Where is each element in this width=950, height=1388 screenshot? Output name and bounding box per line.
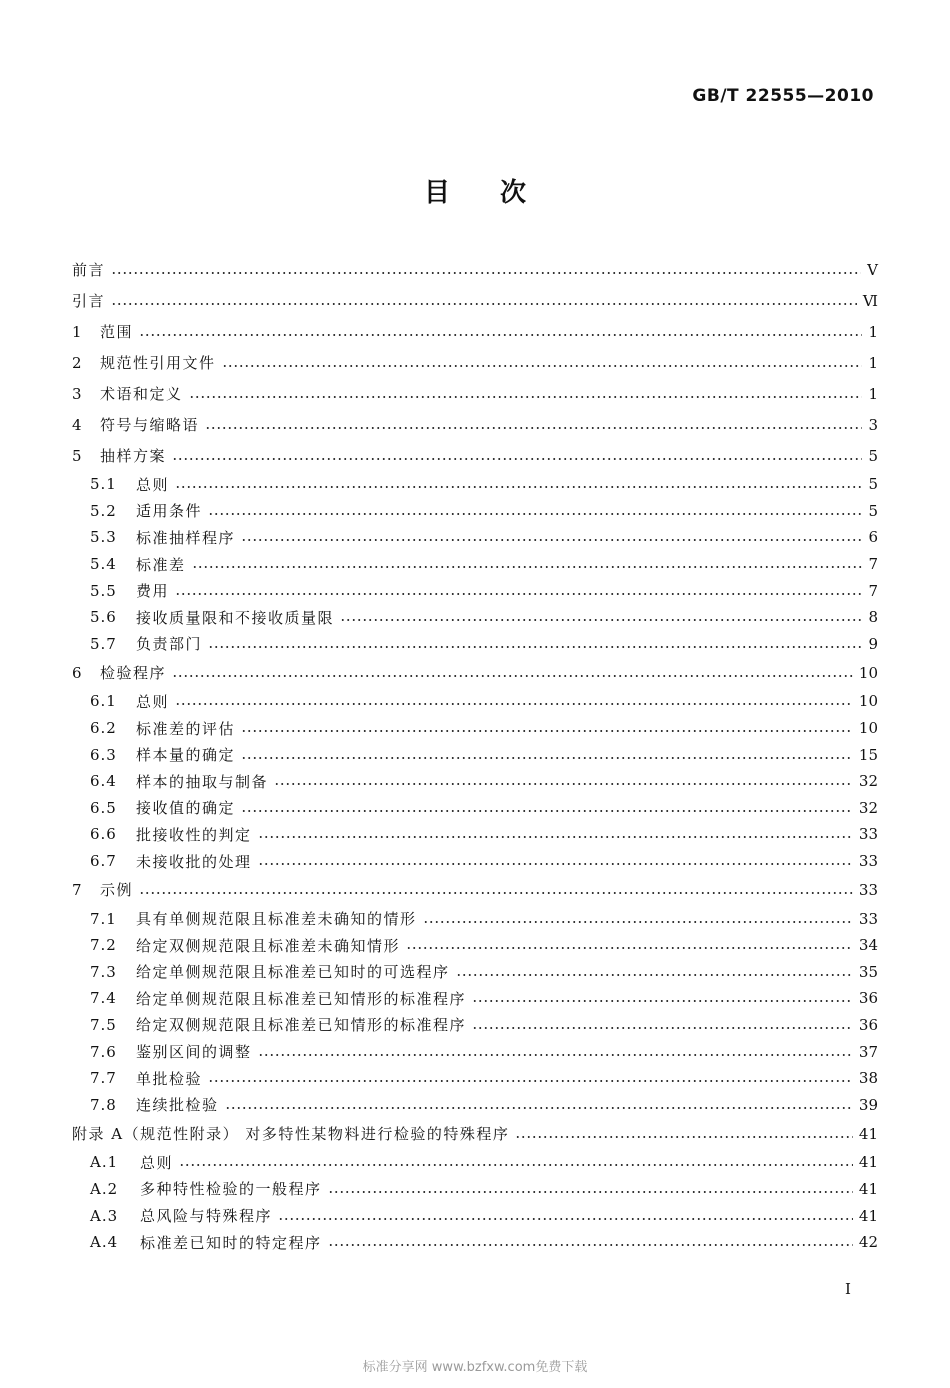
toc-entry-page: Ⅴ (867, 260, 878, 279)
toc-entry-number: 6.1 (90, 692, 117, 711)
toc-entry[interactable] (72, 657, 878, 688)
toc-entry-page: 5 (868, 446, 878, 465)
toc-entry-label: 标准差的评估 (136, 719, 236, 738)
toc-entry[interactable] (72, 959, 878, 986)
toc-entry-page: 41 (858, 1124, 878, 1143)
toc-entry-number: 7.8 (90, 1095, 117, 1114)
table-of-contents (72, 254, 878, 1255)
dot-leader (472, 999, 853, 1003)
toc-entry[interactable] (72, 715, 878, 742)
toc-entry-label: 前言 (72, 261, 106, 279)
dot-leader (208, 645, 862, 649)
toc-entry-page: 39 (858, 1095, 878, 1114)
toc-entry-label: 总风险与特殊程序 (140, 1207, 273, 1226)
toc-entry-page: 38 (858, 1069, 878, 1088)
dot-leader (258, 862, 853, 866)
toc-entry-number: 6.5 (90, 798, 117, 817)
toc-entry-page: 42 (858, 1233, 878, 1252)
document-code: GB/T 22555—2010 (692, 86, 874, 106)
toc-entry-number: 7.4 (90, 989, 117, 1008)
toc-entry[interactable] (72, 1091, 878, 1118)
toc-entry-page: 41 (858, 1179, 878, 1198)
toc-entry-page: 32 (858, 772, 878, 791)
toc-entry-page: 41 (858, 1206, 878, 1225)
toc-entry-page: 6 (868, 528, 878, 547)
dot-leader (189, 395, 862, 399)
toc-entry-number: 5.4 (90, 555, 117, 574)
toc-entry[interactable] (72, 688, 878, 715)
toc-entry-page: 10 (858, 719, 878, 738)
dot-leader (225, 1106, 853, 1110)
toc-entry-page: 10 (858, 663, 878, 682)
toc-entry[interactable] (72, 316, 878, 347)
toc-entry[interactable] (72, 1202, 878, 1229)
dot-leader (274, 782, 853, 786)
dot-leader (406, 946, 853, 950)
dot-leader (328, 1190, 853, 1194)
toc-entry-number: 5.5 (90, 581, 117, 600)
toc-entry[interactable] (72, 1012, 878, 1039)
dot-leader (241, 538, 862, 542)
toc-entry[interactable] (72, 631, 878, 658)
toc-entry[interactable] (72, 1149, 878, 1176)
toc-entry-page: 41 (858, 1153, 878, 1172)
toc-entry-number: 6.2 (90, 719, 117, 738)
toc-entry-label: 连续批检验 (136, 1096, 219, 1115)
toc-entry-page: 5 (868, 475, 878, 494)
toc-entry-label: 引言 (72, 292, 106, 310)
watermark: 标准分享网 www.bzfxw.com免费下载 (362, 1360, 588, 1375)
toc-entry-label: 适用条件 (136, 502, 203, 521)
toc-entry-label: 批接收性的判定 (136, 825, 252, 844)
toc-entry-number: 3 (72, 384, 82, 403)
toc-entry-number: 5.3 (90, 528, 117, 547)
toc-entry[interactable] (72, 347, 878, 378)
toc-entry-label: 给定双侧规范限且标准差已知情形的标准程序 (136, 1016, 467, 1035)
toc-entry-number: 6.7 (90, 852, 117, 871)
toc-entry-label: 规范性引用文件 (100, 354, 216, 372)
dot-leader (172, 674, 853, 678)
toc-entry-page: 34 (858, 936, 878, 955)
toc-entry[interactable] (72, 378, 878, 409)
toc-entry-label: 总则 (140, 1153, 174, 1172)
toc-entry-number: 5.6 (90, 608, 117, 627)
dot-leader (175, 485, 862, 489)
toc-entry-label: 标准抽样程序 (136, 528, 236, 547)
toc-entry-page: 36 (858, 989, 878, 1008)
toc-entry-number: 6.6 (90, 825, 117, 844)
toc-entry-label: 符号与缩略语 (100, 416, 200, 434)
dot-leader (175, 702, 853, 706)
toc-entry-number: 4 (72, 415, 82, 434)
toc-entry-number: 7.7 (90, 1069, 117, 1088)
dot-leader (208, 1079, 853, 1083)
toc-entry[interactable] (72, 604, 878, 631)
toc-entry-page: 10 (858, 692, 878, 711)
toc-entry-label: 负责部门 (136, 635, 203, 654)
toc-entry-label: 检验程序 (100, 664, 167, 683)
toc-entry[interactable] (72, 285, 878, 316)
toc-entry-number: 6 (72, 663, 82, 682)
toc-entry-page: 37 (858, 1042, 878, 1061)
toc-entry-number: 6.3 (90, 745, 117, 764)
toc-entry-page: 33 (858, 825, 878, 844)
dot-leader (111, 271, 861, 275)
toc-entry-label: 接收质量限和不接收质量限 (136, 608, 335, 627)
toc-entry-number: 6.4 (90, 772, 117, 791)
toc-entry[interactable] (72, 524, 878, 551)
toc-entry-number: 7 (72, 880, 82, 899)
dot-leader (241, 809, 853, 813)
toc-entry-label: 鉴别区间的调整 (136, 1043, 252, 1062)
dot-leader (423, 920, 853, 924)
toc-entry[interactable] (72, 985, 878, 1012)
toc-entry-label: 术语和定义 (100, 385, 183, 403)
toc-entry[interactable] (72, 768, 878, 795)
dot-leader (179, 1163, 853, 1167)
toc-entry-number: 7.6 (90, 1042, 117, 1061)
toc-entry[interactable] (72, 551, 878, 578)
toc-entry-page: 7 (868, 555, 878, 574)
toc-entry-page: 33 (858, 909, 878, 928)
toc-entry[interactable] (72, 741, 878, 768)
toc-entry-label: 单批检验 (136, 1069, 203, 1088)
dot-leader (472, 1026, 853, 1030)
toc-entry-page: 1 (868, 384, 878, 403)
toc-entry-page: 32 (858, 798, 878, 817)
toc-entry-label: 抽样方案 (100, 447, 167, 465)
toc-entry-page: 33 (858, 852, 878, 871)
toc-entry-number: 7.2 (90, 936, 117, 955)
toc-entry-label: 示例 (100, 881, 134, 900)
toc-entry-page: 5 (868, 501, 878, 520)
dot-leader (222, 364, 862, 368)
dot-leader (139, 333, 862, 337)
dot-leader (139, 891, 853, 895)
toc-entry[interactable] (72, 1118, 878, 1149)
dot-leader (111, 302, 857, 306)
toc-entry-label: 样本量的确定 (136, 746, 236, 765)
toc-entry-label: 未接收批的处理 (136, 852, 252, 871)
toc-entry-label: 范围 (100, 323, 134, 341)
toc-entry[interactable] (72, 471, 878, 498)
toc-entry-label: 给定双侧规范限且标准差未确知情形 (136, 936, 401, 955)
toc-entry-page: 1 (868, 322, 878, 341)
dot-leader (205, 426, 862, 430)
toc-entry[interactable] (72, 1065, 878, 1092)
toc-entry-label: 给定单侧规范限且标准差已知情形的标准程序 (136, 989, 467, 1008)
dot-leader (192, 565, 862, 569)
toc-entry-number: 5.2 (90, 501, 117, 520)
toc-entry[interactable] (72, 1176, 878, 1203)
toc-entry-label: 总则 (136, 475, 170, 494)
toc-entry-label: 标准差 (136, 555, 186, 574)
toc-entry-page: 33 (858, 880, 878, 899)
toc-entry-page: 7 (868, 581, 878, 600)
toc-entry-label: 多种特性检验的一般程序 (140, 1180, 322, 1199)
toc-entry-page: Ⅵ (862, 291, 878, 310)
toc-entry-number: A.3 (90, 1206, 119, 1225)
toc-entry-label: 费用 (136, 582, 170, 601)
toc-entry-number: 5.1 (90, 475, 117, 494)
toc-entry-number: 7.5 (90, 1015, 117, 1034)
dot-leader (328, 1243, 853, 1247)
toc-entry-number: 7.3 (90, 962, 117, 981)
toc-entry[interactable] (72, 254, 878, 285)
toc-entry-number: 2 (72, 353, 82, 372)
toc-entry-label: 附录 A（规范性附录） 对多特性某物料进行检验的特殊程序 (72, 1125, 510, 1144)
toc-entry-number: A.1 (90, 1153, 119, 1172)
toc-entry-label: 接收值的确定 (136, 799, 236, 818)
toc-entry-number: 5.7 (90, 634, 117, 653)
dot-leader (241, 729, 853, 733)
toc-entry[interactable] (72, 577, 878, 604)
dot-leader (456, 973, 853, 977)
toc-entry[interactable] (72, 932, 878, 959)
toc-entry[interactable] (72, 795, 878, 822)
toc-entry-number: 5 (72, 446, 82, 465)
toc-entry-page: 36 (858, 1015, 878, 1034)
toc-entry[interactable] (72, 1229, 878, 1256)
dot-leader (340, 618, 862, 622)
page-number: Ⅰ (845, 1280, 851, 1298)
dot-leader (172, 457, 862, 461)
toc-entry-number: A.4 (90, 1233, 119, 1252)
toc-entry-page: 35 (858, 962, 878, 981)
toc-entry-label: 标准差已知时的特定程序 (140, 1233, 322, 1252)
toc-entry-number: 1 (72, 322, 82, 341)
dot-leader (258, 1053, 853, 1057)
dot-leader (175, 592, 862, 596)
toc-entry-page: 15 (858, 745, 878, 764)
toc-entry-label: 样本的抽取与制备 (136, 772, 269, 791)
toc-entry[interactable] (72, 440, 878, 471)
toc-entry-number: A.2 (90, 1179, 119, 1198)
dot-leader (241, 756, 853, 760)
toc-entry[interactable] (72, 498, 878, 525)
toc-entry[interactable] (72, 1038, 878, 1065)
toc-entry[interactable] (72, 821, 878, 848)
toc-entry[interactable] (72, 905, 878, 932)
toc-entry-page: 9 (868, 634, 878, 653)
dot-leader (208, 512, 862, 516)
toc-entry-label: 给定单侧规范限且标准差已知时的可选程序 (136, 963, 450, 982)
toc-entry-page: 1 (868, 353, 878, 372)
toc-entry[interactable] (72, 409, 878, 440)
toc-entry[interactable] (72, 874, 878, 905)
toc-entry-page: 3 (868, 415, 878, 434)
toc-entry[interactable] (72, 848, 878, 875)
toc-entry-number: 7.1 (90, 909, 117, 928)
page-title: 目次 (423, 178, 576, 208)
dot-leader (278, 1217, 853, 1221)
toc-entry-label: 总则 (136, 692, 170, 711)
dot-leader (515, 1135, 853, 1139)
dot-leader (258, 835, 853, 839)
toc-entry-page: 8 (868, 608, 878, 627)
toc-entry-label: 具有单侧规范限且标准差未确知的情形 (136, 910, 417, 929)
